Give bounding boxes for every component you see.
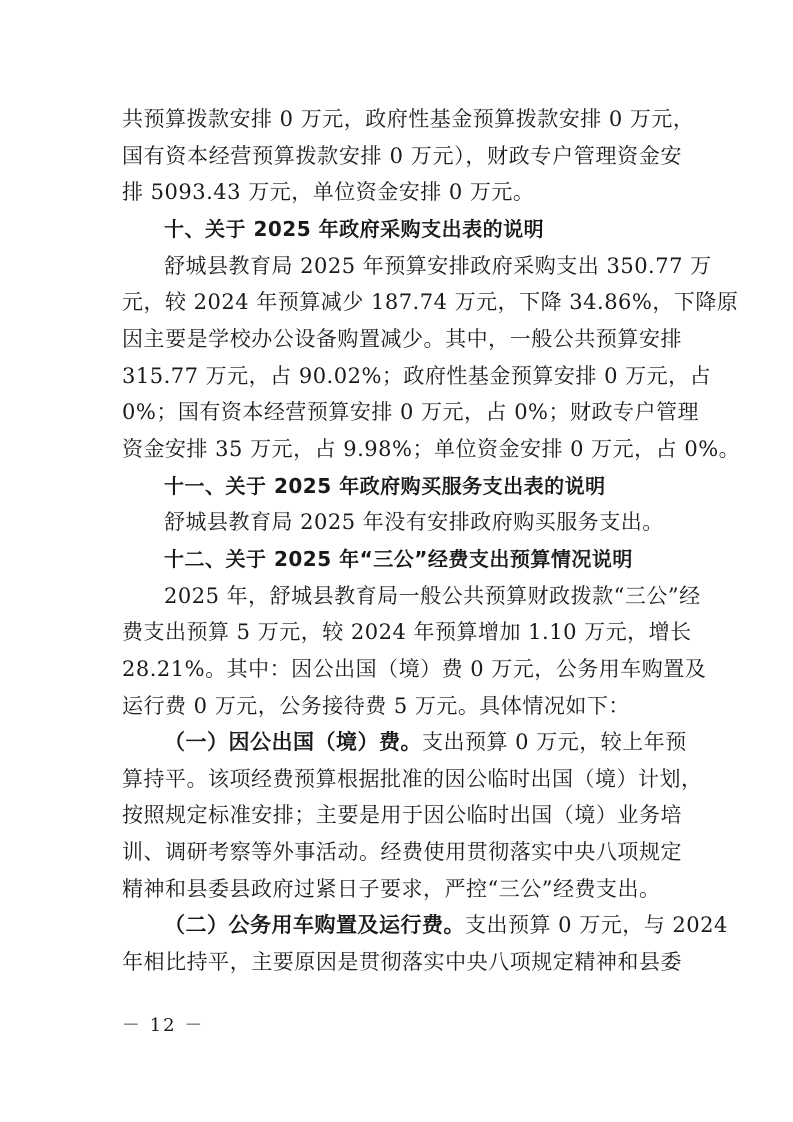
body-text-line: 排 5093.43 万元，单位资金安排 0 万元。 xyxy=(122,180,535,204)
body-text-line: 费支出预算 5 万元，较 2024 年预算增加 1.10 万元，增长 xyxy=(122,620,692,644)
body-text-line: 资金安排 35 万元，占 9.98%；单位资金安排 0 万元，占 0%。 xyxy=(122,437,741,461)
page-number: － 12 － xyxy=(122,1015,205,1036)
body-text-line: 因主要是学校办公设备购置减少。其中，一般公共预算安排 xyxy=(122,327,682,351)
body-text-line: 共预算拨款安排 0 万元，政府性基金预算拨款安排 0 万元， xyxy=(122,107,695,131)
section-heading: 十二、关于 2025 年“三公”经费支出预算情况说明 xyxy=(164,547,633,571)
subsection-text: 支出预算 0 万元，较上年预 xyxy=(422,730,687,754)
body-text-line: 运行费 0 万元，公务接待费 5 万元。具体情况如下： xyxy=(122,694,630,718)
body-text-line: 2025 年，舒城县教育局一般公共预算财政拨款“三公”经 xyxy=(164,584,701,608)
section-heading: 十一、关于 2025 年政府购买服务支出表的说明 xyxy=(164,474,606,498)
subsection-title: （二）公务用车购置及运行费。 xyxy=(164,913,465,937)
body-text-line: 0%；国有资本经营预算安排 0 万元，占 0%；财政专户管理 xyxy=(122,400,700,424)
section-heading: 十、关于 2025 年政府采购支出表的说明 xyxy=(164,217,545,241)
body-text-line: 315.77 万元，占 90.02%；政府性基金预算安排 0 万元，占 xyxy=(122,364,712,388)
body-text-line: 训、调研考察等外事活动。经费使用贯彻落实中央八项规定 xyxy=(122,840,682,864)
body-text-line: 28.21%。其中：因公出国（境）费 0 万元，公务用车购置及 xyxy=(122,657,707,681)
body-text-line: 元，较 2024 年预算减少 187.74 万元，下降 34.86%，下降原 xyxy=(122,290,739,314)
body-text-line xyxy=(164,910,728,940)
body-text-line: 舒城县教育局 2025 年预算安排政府采购支出 350.77 万 xyxy=(164,254,712,278)
body-text-line xyxy=(164,727,687,757)
subsection-title: （一）因公出国（境）费。 xyxy=(164,730,422,754)
body-text-line: 舒城县教育局 2025 年没有安排政府购买服务支出。 xyxy=(164,510,664,534)
body-text-line: 年相比持平，主要原因是贯彻落实中央八项规定精神和县委 xyxy=(122,950,682,974)
subsection-text: 支出预算 0 万元，与 2024 xyxy=(465,913,728,937)
body-text-line: 精神和县委县政府过紧日子要求，严控“三公”经费支出。 xyxy=(122,877,661,901)
body-text-line: 按照规定标准安排；主要是用于因公临时出国（境）业务培 xyxy=(122,803,682,827)
body-text-line: 算持平。该项经费预算根据批准的因公临时出国（境）计划， xyxy=(122,767,703,791)
body-text-line: 国有资本经营预算拨款安排 0 万元），财政专户管理资金安 xyxy=(122,144,682,168)
